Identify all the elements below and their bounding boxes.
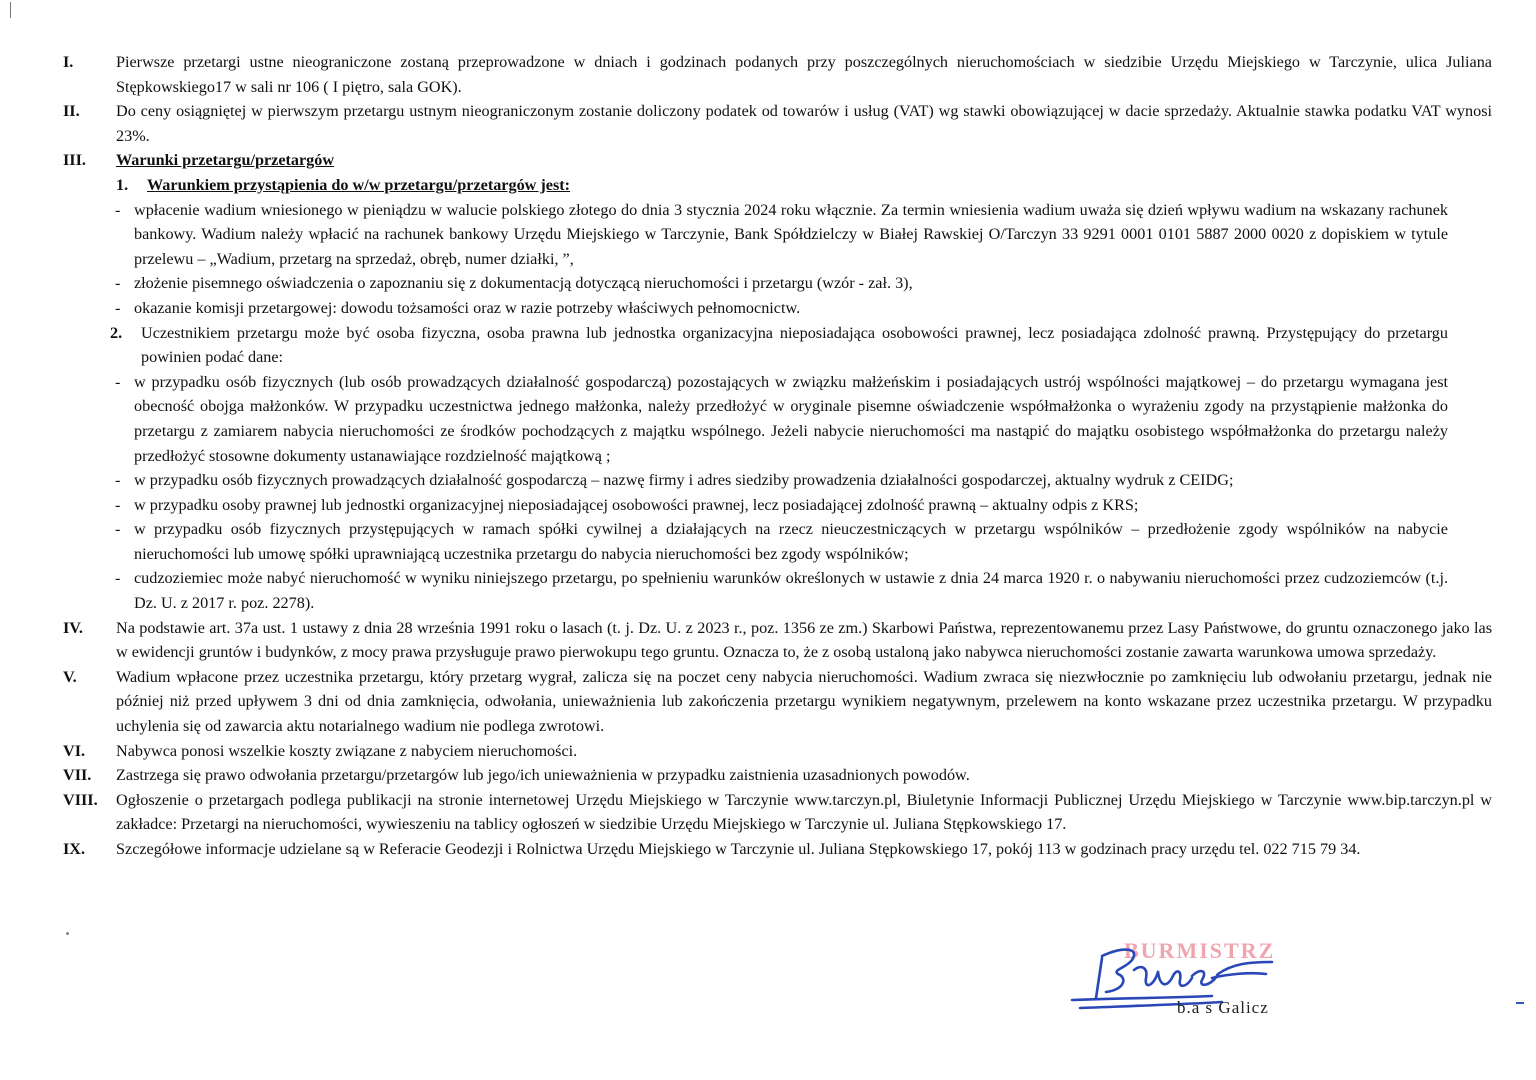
section-1 [0,50,1536,99]
section-5 [0,665,1536,739]
section-number: IV. [63,618,83,637]
subsection-heading: Warunkiem przystąpienia do w/w przetargu/przetargów jest: [147,175,571,194]
section-text: Wadium wpłacone przez uczestnika przetargu, który przetarg wygrał, zalicza się na poczet ceny nabycia nieruchomości. Wadium zwraca się niezwłocznie po zamknięciu lub odwołaniu przetargu, jednak nie później niż przed upływem 3 dni od dnia zamknięcia, odwołania, unieważnienia lub zakończenia przetargu wynikiem negatywnym, przelewem na konto wskazane przez uczestnika przetargu. W przypadku uchylenia się od zawarcia aktu notarialnego wadium nie podlega zwrotowi. [116,667,1492,736]
signature-stamp [1062,928,1322,1028]
section-number: VII. [63,766,92,785]
list-item: - w przypadku osoby prawnej lub jednostki organizacyjnej nieposiadającej osobowości prawnej, lecz posiadającej zdolność prawną – aktualny odpis z KRS; [115,495,1139,514]
section-9 [0,837,1536,862]
subsection-number: 2. [110,323,123,342]
section-heading: Warunki przetargu/przetargów [116,151,335,170]
subsection-text: Uczestnikiem przetargu może być osoba fizyczna, osoba prawna lub jednostka organizacyjna nieposiadająca osobowości prawnej, lecz posiadająca zdolność prawną. Przystępujący do przetargu powinien podać dane: [141,323,1448,367]
list-item: - okazanie komisji przetargowej: dowodu tożsamości oraz w razie potrzeby właściwych pełnomocnictw. [115,298,801,317]
list-item: - w przypadku osób fizycznych (lub osób prowadzących działalność gospodarczą) pozostających w związku małżeńskim i posiadających ustrój wspólności majątkowej – do przetargu wymagana jest obecność obojga małżonków. W przypadku uczestnictwa jednego małżonka, należy przedłożyć w oryginale pisemne oświadczenie współmałżonka o wyrażeniu zgody na przystąpienie małżonka do przetargu z zamiarem nabycia nieruchomości ze środków pochodzących z majątku wspólnego. Jeżeli nabycie nieruchomości ma nastąpić do majątku osobistego współmałżonka do przetargu należy przedłożyć stosowne dokumenty ustanawiające rozdzielność majątkową ; [115,372,1448,465]
section-8 [0,788,1536,837]
document-body [0,50,1536,862]
margin-mark [1516,1002,1524,1004]
bullet-list [104,198,1492,321]
section-number: VI. [63,741,86,760]
scan-dot [66,932,69,935]
section-text: Na podstawie art. 37a ust. 1 ustawy z dnia 28 września 1991 roku o lasach (t. j. Dz. U. z 2023 r., poz. 1356 ze zm.) Skarbowi Państwa, reprezentowanemu przez Lasy Państwowe, do gruntu oznaczonego jako las w ewidencji gruntów i budynków, z mocy prawa przysługuje prawo pierwokupu tego gruntu. Oznacza to, że z osobą ustaloną jako nabywca nieruchomości zostanie zawarta warunkowa umowa sprzedaży. [116,618,1492,662]
section-4 [0,616,1536,665]
list-item: - cudzoziemiec może nabyć nieruchomość w wyniku niniejszego przetargu, po spełnieniu warunków określonych w ustawie z dnia 24 marca 1920 r. o nabywaniu nieruchomości przez cudzoziemców (t.j. Dz. U. z 2017 r. poz. 2278). [115,569,1448,613]
subsection-number: 1. [116,175,129,194]
stamp-name: b.a s Galicz [1177,998,1269,1017]
section-text: Nabywca ponosi wszelkie koszty związane z nabyciem nieruchomości. [116,741,578,760]
section-text: Szczegółowe informacje udzielane są w Referacie Geodezji i Rolnictwa Urzędu Miejskiego w Tarczynie ul. Juliana Stępkowskiego 17, pokój 113 w godzinach pracy urzędu tel. 022 715 79 34. [116,840,1361,858]
section-text: Pierwsze przetargi ustne nieograniczone zostaną przeprowadzone w dniach i godzinach podanych przy poszczególnych nieruchomościach w siedzibie Urzędu Miejskiego w Tarczynie, ulica Juliana Stępkowskiego17 w sali nr 106 ( I piętro, sala GOK). [116,53,1492,96]
section-text: Do ceny osiągniętej w pierwszym przetargu ustnym nieograniczonym zostanie doliczony podatek od towarów i usług (VAT) wg stawki obowiązującej w dacie sprzedaży. Aktualnie stawka podatku VAT wynosi 23%. [116,102,1492,145]
list-item: - w przypadku osób fizycznych przystępujących w ramach spółki cywilnej a działających na rzecz nieuczestniczących w przetargu wspólników – przedłożenie zgody wspólników na nabycie nieruchomości lub umowę spółki uprawniającą uczestnika przetargu do nabycia nieruchomości bez zgody wspólników; [115,520,1448,563]
subsection-2 [110,321,1492,370]
section-2 [0,99,1536,148]
list-item: - złożenie pisemnego oświadczenia o zapoznaniu się z dokumentacją dotyczącą nieruchomości i przetargu (wzór - zał. 3), [115,274,913,293]
section-text: Zastrzega się prawo odwołania przetargu/przetargów lub jego/ich unieważnienia w przypadku zaistnienia uzasadnionych powodów. [116,766,970,785]
subsection-1 [116,173,1492,198]
bullet-list [104,370,1492,616]
stamp-title: BURMISTRZ [1124,938,1276,963]
section-7 [0,763,1536,788]
section-number: VIII. [63,790,98,809]
section-number: II. [63,102,80,121]
section-number: III. [63,151,86,170]
section-text: Ogłoszenie o przetargach podlega publikacji na stronie internetowej Urzędu Miejskiego w Tarczynie www.tarczyn.pl, Biuletynie Informacji Publicznej Urzędu Miejskiego w Tarczynie www.bip.tarczyn.pl w zakładce: Przetargi na nieruchomości, wywieszeniu na tablicy ogłoszeń w siedzibie Urzędu Miejskiego w Tarczynie ul. Juliana Stępkowskiego 17. [116,790,1492,834]
section-number: IX. [63,840,86,858]
list-item: - w przypadku osób fizycznych prowadzących działalność gospodarczą – nazwę firmy i adres siedziby prowadzenia działalności gospodarczej, aktualny wydruk z CEIDG; [115,471,1234,490]
section-3 [0,148,1536,615]
section-6 [0,739,1536,764]
scan-mark [10,2,11,18]
section-number: I. [63,53,74,71]
list-item: - wpłacenie wadium wniesionego w pieniądzu w walucie polskiego złotego do dnia 3 stycznia 2024 roku włącznie. Za termin wniesienia wadium uważa się dzień wpływu wadium na wskazany rachunek bankowy. Wadium należy wpłacić na rachunek bankowy Urzędu Miejskiego w Tarczynie, Bank Spółdzielczy w Białej Rawskiej O/Tarczyn 33 9291 0001 0101 5887 2000 0020 z dopiskiem w tytule przelewu – „Wadium, przetarg na sprzedaż, obręb, numer działki, ”, [115,200,1448,268]
section-number: V. [63,667,77,686]
